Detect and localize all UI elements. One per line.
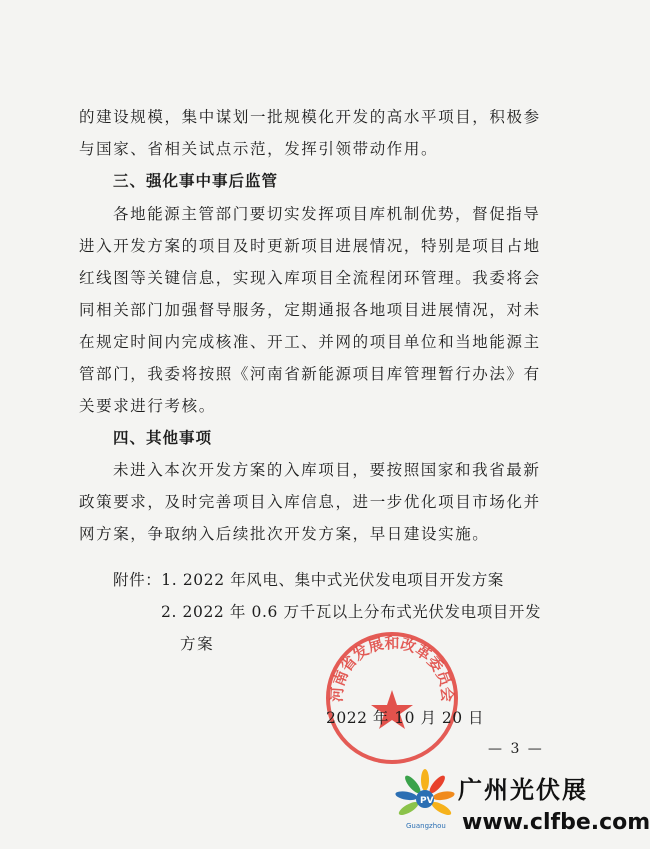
- svg-text:PV: PV: [420, 796, 434, 806]
- paragraph-line: 网方案，争取纳入后续批次开发方案，早日建设实施。: [79, 525, 490, 543]
- section-heading-4: 四、其他事项: [113, 429, 213, 447]
- paragraph-line: 管部门，我委将按照《河南省新能源项目库管理暂行办法》有: [79, 365, 541, 383]
- paragraph-line: 与国家、省相关试点示范，发挥引领带动作用。: [79, 140, 439, 158]
- sunflower-logo-icon: [394, 768, 456, 830]
- attachment-line-2: 2. 2022 年 0.6 万千瓦以上分布式光伏发电项目开发: [161, 603, 542, 621]
- paragraph-line: 红线图等关键信息，实现入库项目全流程闭环管理。我委将会: [79, 269, 541, 287]
- official-seal: [322, 628, 462, 768]
- watermark-logo-text: Guangzhou: [406, 822, 446, 830]
- paragraph-line: 未进入本次开发方案的入库项目，要按照国家和我省最新: [113, 461, 541, 479]
- paragraph-line: 在规定时间内完成核准、开工、并网的项目单位和当地能源主: [79, 333, 541, 351]
- svg-text:河南省发展和改革委员会: 河南省发展和改革委员会: [327, 633, 457, 703]
- paragraph-line: 政策要求，及时完善项目入库信息，进一步优化项目市场化并: [79, 493, 541, 511]
- document-date: 2022 年 10 月 20 日: [326, 709, 485, 727]
- section-heading-3: 三、强化事中事后监管: [113, 172, 279, 190]
- attachment-line-3: 方案: [180, 635, 215, 653]
- paragraph-line: 关要求进行考核。: [79, 397, 216, 415]
- watermark: [392, 766, 650, 849]
- paragraph-line: 进入开发方案的项目及时更新项目进展情况，特别是项目占地: [79, 237, 541, 255]
- paragraph-line: 各地能源主管部门要切实发挥项目库机制优势，督促指导: [113, 205, 541, 223]
- paragraph-line: 同相关部门加强督导服务，定期通报各地项目进展情况，对未: [79, 301, 541, 319]
- watermark-name: 广州光伏展: [458, 776, 588, 804]
- page-number: — 3 —: [488, 741, 544, 757]
- watermark-url: www.clfbe.com: [462, 810, 650, 835]
- attachment-line-1: 附件：1. 2022 年风电、集中式光伏发电项目开发方案: [113, 571, 504, 589]
- seal-icon: [322, 628, 462, 768]
- paragraph-line: 的建设规模，集中谋划一批规模化开发的高水平项目，积极参: [79, 108, 541, 126]
